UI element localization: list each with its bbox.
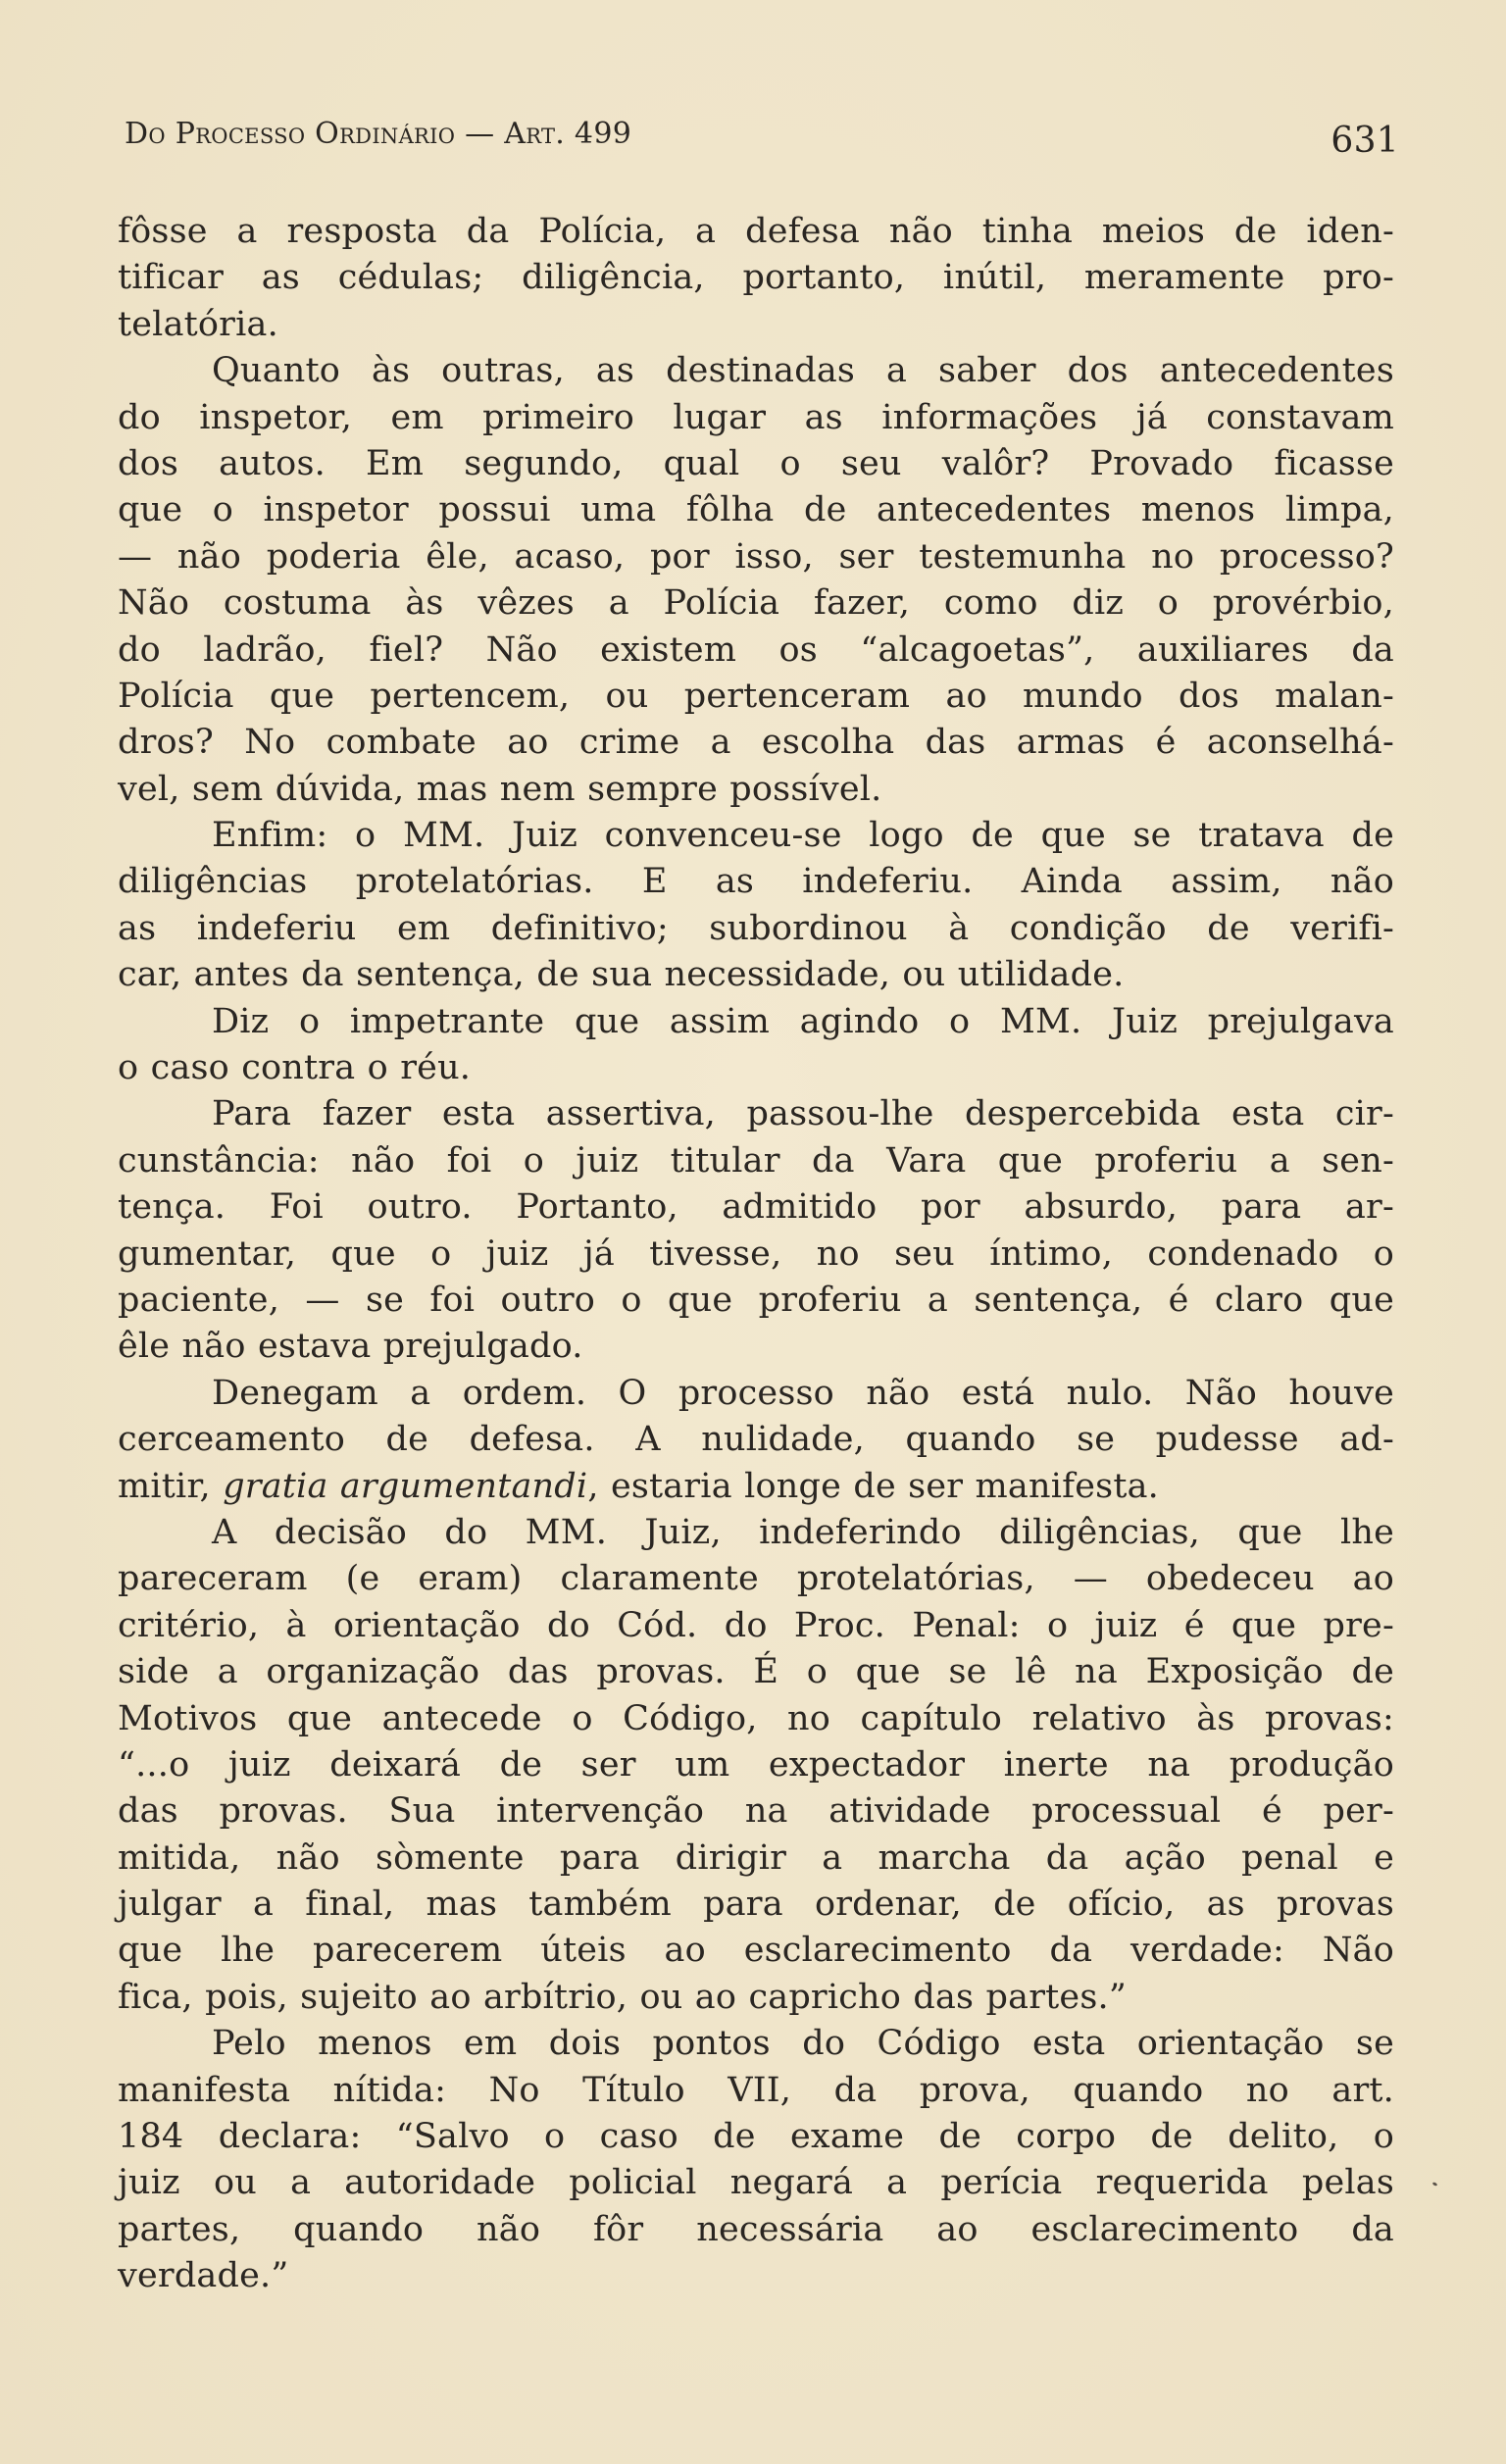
text-line: partes, quando não fôr necessária ao esclarecimento da <box>118 2209 1394 2249</box>
text-line: gumentar, que o juiz já tivesse, no seu íntimo, condenado o <box>118 1233 1394 1274</box>
text-line: fica, pois, sujeito ao arbítrio, ou ao capricho das partes.” <box>118 1977 1127 2017</box>
text-line: 184 declara: “Salvo o caso de exame de corpo de delito, o <box>118 2117 1394 2157</box>
text-line: Denegam a ordem. O processo não está nulo. Não houve <box>212 1373 1394 1413</box>
text-line: que lhe parecerem úteis ao esclarecimento da verdade: Não <box>118 1931 1394 1971</box>
text-line: as indeferiu em definitivo; subordinou à condição de verifi- <box>118 908 1394 948</box>
page-number: 631 <box>1330 121 1399 161</box>
text-line: Não costuma às vêzes a Polícia fazer, como diz o provérbio, <box>118 583 1394 624</box>
text-line: critério, à orientação do Cód. do Proc. Penal: o juiz é que pre- <box>118 1605 1394 1645</box>
text-line: diligências protelatórias. E as indeferiu. Ainda assim, não <box>118 862 1394 902</box>
text-line: cerceamento de defesa. A nulidade, quando se pudesse ad- <box>118 1420 1394 1460</box>
text-line: dos autos. Em segundo, qual o seu valôr? Provado ficasse <box>118 443 1394 483</box>
paper-speck <box>1432 2182 1438 2187</box>
text-line: Diz o impetrante que assim agindo o MM. Juiz prejulgava <box>212 1001 1394 1041</box>
text-segment: mitir, <box>118 1466 224 1506</box>
text-line: juiz ou a autoridade policial negará a perícia requerida pelas <box>118 2163 1394 2203</box>
text-line: Quanto às outras, as destinadas a saber dos antecedentes <box>212 351 1394 391</box>
running-title: Do Processo Ordinário — Art. 499 <box>125 117 632 151</box>
text-line: pareceram (e eram) claramente protelatórias, — obedeceu ao <box>118 1559 1394 1599</box>
text-line: fôsse a resposta da Polícia, a defesa não tinha meios de iden- <box>118 212 1394 251</box>
text-line <box>118 1464 1394 1510</box>
text-line: do inspetor, em primeiro lugar as informações já constavam <box>118 397 1394 437</box>
text-line: Enfim: o MM. Juiz convenceu-se logo de que se tratava de <box>212 816 1394 856</box>
text-line: Pelo menos em dois pontos do Código esta orientação se <box>212 2024 1394 2064</box>
text-line: êle não estava prejulgado. <box>118 1327 583 1367</box>
text-line: do ladrão, fiel? Não existem os “alcagoetas”, auxiliares da <box>118 629 1394 670</box>
body-text <box>118 209 1394 2300</box>
text-line: verdade.” <box>118 2256 289 2296</box>
text-line: manifesta nítida: No Título VII, da prova, quando no art. <box>118 2070 1394 2110</box>
running-head <box>125 111 1399 160</box>
italic-phrase: gratia argumentandi <box>223 1466 588 1506</box>
text-line: dros? No combate ao crime a escolha das armas é aconselhá- <box>118 723 1394 763</box>
text-line: tença. Foi outro. Portanto, admitido por absurdo, para ar- <box>118 1187 1394 1228</box>
text-line: telatória. <box>118 304 278 344</box>
text-line: o caso contra o réu. <box>118 1048 472 1088</box>
text-line: julgar a final, mas também para ordenar, de ofício, as provas <box>118 1885 1394 1925</box>
text-line: que o inspetor possui uma fôlha de antecedentes menos limpa, <box>118 490 1394 530</box>
text-line: Polícia que pertencem, ou pertenceram ao mundo dos malan- <box>118 676 1394 716</box>
text-line: cunstância: não foi o juiz titular da Vara que proferiu a sen- <box>118 1140 1394 1181</box>
text-line: das provas. Sua intervenção na atividade processual é per- <box>118 1791 1394 1832</box>
text-line: mitida, não sòmente para dirigir a marcha da ação penal e <box>118 1837 1394 1878</box>
text-segment: , estaria longe de ser manifesta. <box>587 1466 1159 1506</box>
text-line: vel, sem dúvida, mas nem sempre possível. <box>118 769 882 809</box>
text-line: “...o juiz deixará de ser um expectador inerte na produção <box>118 1744 1394 1785</box>
text-line: paciente, — se foi outro o que proferiu a sentença, é claro que <box>118 1280 1394 1320</box>
text-line: Motivos que antecede o Código, no capítulo relativo às provas: <box>118 1698 1394 1738</box>
text-line: car, antes da sentença, de sua necessidade, ou utilidade. <box>118 955 1125 995</box>
text-line: A decisão do MM. Juiz, indeferindo diligências, que lhe <box>212 1512 1394 1552</box>
text-line: Para fazer esta assertiva, passou-lhe despercebida esta cir- <box>212 1094 1394 1134</box>
text-line: — não poderia êle, acaso, por isso, ser testemunha no processo? <box>118 536 1394 577</box>
text-line: side a organização das provas. É o que se lê na Exposição de <box>118 1652 1394 1692</box>
text-line: tificar as cédulas; diligência, portanto, inútil, meramente pro- <box>118 258 1394 298</box>
